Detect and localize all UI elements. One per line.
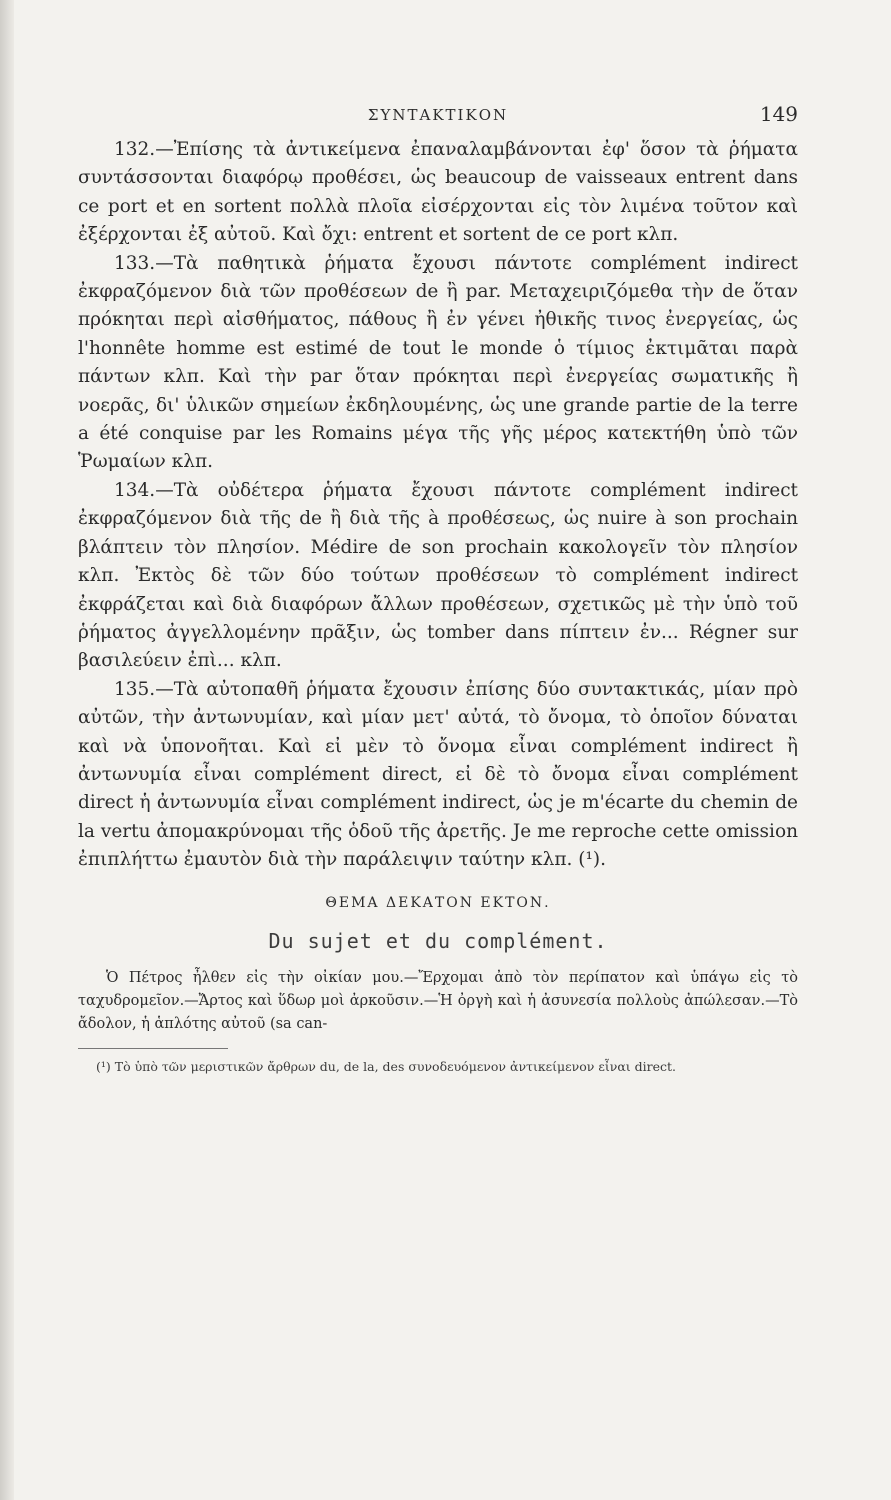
running-head-title: ΣΥΝΤΑΚΤΙΚΟΝ (367, 106, 509, 124)
paragraph-134: 134.—Τὰ οὐδέτερα ῥήματα ἔχουσι πάντοτε complément indirect ἐκφραζόμενον διὰ τῆς de ἢ διὰ τῆς à προθέσεως, ὡς nuire à son prochain βλάπτειν τὸν πλησίον. Médire de son prochain κακολογεῖν τὸν πλησίον κλπ. Ἐκτὸς δὲ τῶν δύο τούτων προθέσεων τὸ complément indirect ἐκφράζεται καὶ διὰ διαφόρων ἄλλων προθέσεων, σχετικῶς μὲ τὴν ὑπὸ τοῦ ῥήματος ἀγγελλομένην πρᾶξιν, ὡς tomber dans πίπτειν ἐν... Régner sur βασιλεύειν ἐπὶ... κλπ. (78, 479, 798, 672)
exercise-text: Ὁ Πέτρος ἦλθεν εἰς τὴν οἰκίαν μου.—Ἔρχομαι ἀπὸ τὸν περίπατον καὶ ὑπάγω εἰς τὸ ταχυδρομεῖον.—Ἄρτος καὶ ὕδωρ μοὶ ἀρκοῦσιν.—Ἡ ὀργὴ καὶ ἡ ἀσυνεσία πολλοὺς ἀπώλεσαν.—Τὸ ἄδολον, ἡ ἁπλότης αὐτοῦ (sa can- (78, 969, 798, 1032)
paragraph-133: 133.—Τὰ παθητικὰ ῥήματα ἔχουσι πάντοτε complément indirect ἐκφραζόμενον διὰ τῶν προθέσεων de ἢ par. Μεταχειριζόμεθα τὴν de ὅταν πρόκηται περὶ αἰσθήματος, πάθους ἢ ἐν γένει ἠθικῆς τινος ἐνεργείας, ὡς l'honnête homme est estimé de tout le monde ὁ τίμιος ἐκτιμᾶται παρὰ πάντων κλπ. Καὶ τὴν par ὅταν πρόκηται περὶ ἐνεργείας σωματικῆς ἢ νοερᾶς, δι' ὑλικῶν σημείων ἐκδηλουμένης, ὡς une grande partie de la terre a été conquise par les Romains μέγα τῆς γῆς μέρος κατεκτήθη ὑπὸ τῶν Ῥωμαίων κλπ. (78, 252, 798, 473)
footnote-rule (78, 1048, 228, 1049)
exercise-subtitle: Du sujet et du complément. (268, 928, 608, 953)
paragraph-135: 135.—Τὰ αὐτοπαθῆ ῥήματα ἔχουσιν ἐπίσης δύο συντακτικάς, μίαν πρὸ αὐτῶν, τὴν ἀντωνυμίαν, καὶ μίαν μετ' αὐτά, τὸ ὄνομα, τὸ ὁποῖον δύναται καὶ νὰ ὑπονοῆται. Καὶ εἰ μὲν τὸ ὄνομα εἶναι complément indirect ἢ ἀντωνυμία εἶναι complément direct, εἰ δὲ τὸ ὄνομα εἶναι complément direct ἡ ἀντωνυμία εἶναι complément indirect, ὡς je m'écarte du chemin de la vertu ἀπομακρύνομαι τῆς ὁδοῦ τῆς ἀρετῆς. Je me reproche cette omission ἐπιπλήττω ἐμαυτὸν διὰ τὴν παράλειψιν ταύτην κλπ. (¹). (78, 678, 798, 871)
running-head (78, 100, 798, 130)
exercise-title: ΘΕΜΑ ΔΕΚΑΤΟΝ ΕΚΤΟΝ. (325, 894, 551, 911)
book-page (78, 100, 798, 1076)
paragraph-132: 132.—Ἐπίσης τὰ ἀντικείμενα ἐπαναλαμβάνονται ἐφ' ὅσον τὰ ῥήματα συντάσσονται διαφόρῳ προθέσει, ὡς beaucoup de vaisseaux entrent dans ce port et en sortent πολλὰ πλοῖα εἰσέρχονται εἰς τὸν λιμένα τοῦτον καὶ ἐξέρχονται ἐξ αὐτοῦ. Καὶ ὄχι: entrent et sortent de ce port κλπ. (78, 139, 798, 246)
page-number: 149 (759, 102, 798, 126)
footnote: (¹) Τὸ ὑπὸ τῶν μεριστικῶν ἄρθρων du, de la, des συνοδευόμενον ἀντικείμενον εἶναι direct. (96, 1058, 677, 1074)
page-spine-shadow (0, 0, 14, 1500)
